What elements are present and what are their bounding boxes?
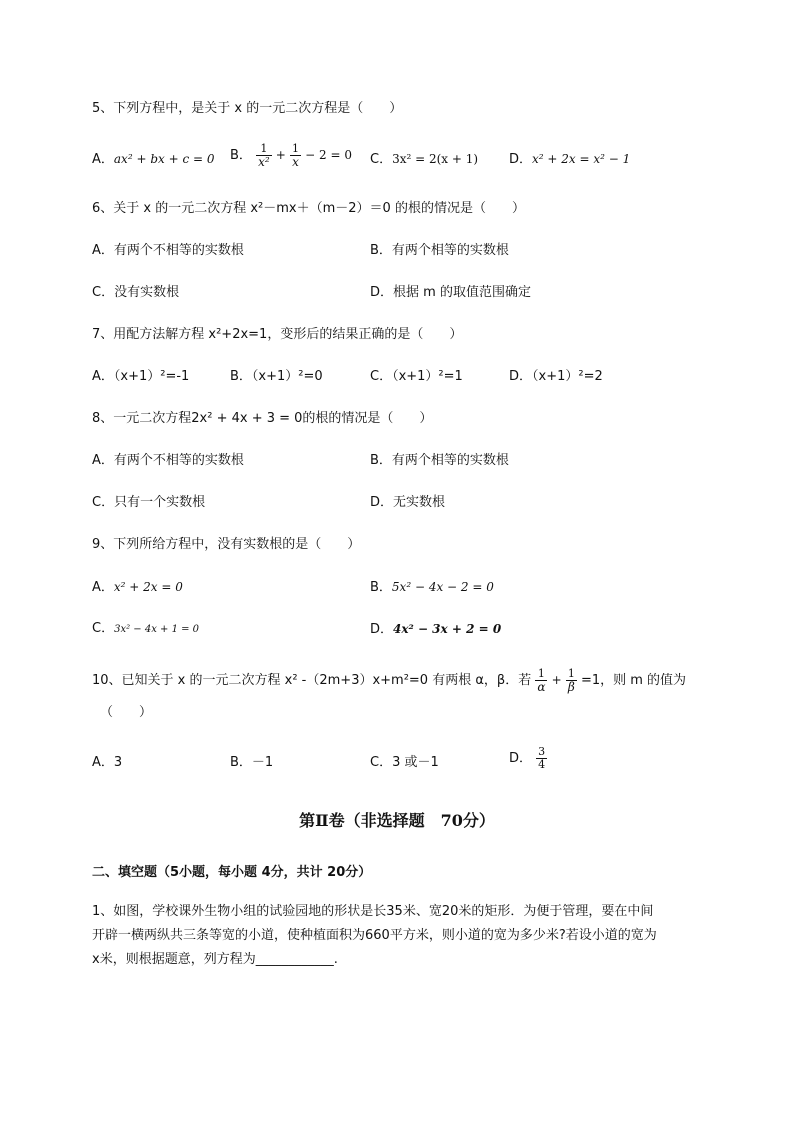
q6-stem: 6、关于 x 的一元二次方程 x²－mx＋（m－2）＝0 的根的情况是（ ） (92, 201, 525, 216)
q10-fraction-beta: $\frac{1}{\beta}$ (567, 667, 575, 694)
q5-option-c (370, 150, 478, 169)
part-two-title: 第Ⅱ卷（非选择题 70分） (299, 811, 495, 830)
q9-option-d (370, 620, 501, 639)
q9-option-b-expr: 5x² − 4x − 2 = 0 (391, 580, 494, 594)
q6-option-b: B．有两个相等的实数根 (370, 243, 509, 258)
q5-option-d-expr: x² + 2x = x² − 1 (532, 152, 631, 166)
q10-stem-pre: 10、已知关于 x 的一元二次方程 x² -（2m+3）x+m²=0 有两根 α，β．若 (92, 673, 532, 688)
q9-option-b (370, 578, 494, 597)
q7-option-a: A．（x+1）²=-1 (92, 369, 190, 384)
fill-in-q1-line-2: 开辟一横两纵共三条等宽的小道，使种植面积为660平方米，则小道的宽为多少米?若设小道的宽为 (92, 928, 657, 943)
q8-option-d: D．无实数根 (370, 495, 446, 510)
q10-option-a: A．3 (92, 755, 123, 770)
q5-option-b-plus: + (275, 148, 286, 162)
q6-option-a: A．有两个不相等的实数根 (92, 243, 244, 258)
q5-option-c-expr: 3x² = 2(x + 1) (392, 152, 479, 166)
q5-option-d-label: D． (509, 152, 533, 167)
q8-option-a: A．有两个不相等的实数根 (92, 453, 244, 468)
q5-option-c-label: C． (370, 152, 393, 167)
q7-option-d: D．（x+1）²=2 (509, 369, 603, 384)
q7-stem: 7、用配方法解方程 x²+2x=1，变形后的结果正确的是（ ） (92, 327, 463, 342)
q9-option-a (92, 578, 183, 597)
q9-option-c (92, 620, 199, 639)
q9-option-c-label: C． (92, 621, 115, 636)
q5-option-a (92, 150, 215, 169)
q10-option-d-fraction: $\frac{3}{4}$ (538, 745, 546, 771)
q6-option-d: D．根据 m 的取值范围确定 (370, 285, 531, 300)
q5-option-b-tail: − 2 = 0 (305, 148, 352, 162)
q5-option-a-expr: ax² + bx + c = 0 (113, 152, 215, 166)
fill-in-section-heading: 二、填空题（5小题，每小题 4分，共计 20分） (92, 865, 372, 880)
fill-in-question-1 (92, 900, 712, 972)
q10-fraction-alpha: $\frac{1}{\alpha}$ (537, 667, 546, 694)
q5-option-a-label: A． (92, 152, 114, 167)
q9-option-a-expr: x² + 2x = 0 (113, 580, 183, 594)
q8-option-c: C．只有一个实数根 (92, 495, 206, 510)
fill-in-q1-line-3: x米，则根据题意，列方程为____________. (92, 952, 338, 967)
q5-option-b-fraction-2: $\frac{1}{x}$ (291, 142, 299, 169)
q10-stem (92, 668, 686, 693)
q10-option-c: C．3 或－1 (370, 755, 439, 770)
q10-option-d (509, 746, 547, 771)
q9-option-d-label: D． (370, 622, 394, 637)
q8-stem: 8、一元二次方程2x² + 4x + 3 = 0的根的情况是（ ） (92, 411, 433, 426)
q9-option-a-label: A． (92, 580, 114, 595)
q10-option-b: B．－1 (230, 755, 274, 770)
q10-option-d-label: D． (509, 751, 533, 766)
q6-option-c: C．没有实数根 (92, 285, 180, 300)
q5-option-b-fraction-1: $\frac{1}{\text{x²}}$ (258, 142, 270, 169)
q9-stem: 9、下列所给方程中，没有实数根的是（ ） (92, 537, 361, 552)
q9-option-b-label: B． (370, 580, 392, 595)
q5-stem: 5、下列方程中，是关于 x 的一元二次方程是（ ） (92, 101, 403, 116)
q9-option-d-expr: 4x² − 3x + 2 = 0 (393, 622, 502, 636)
q5-option-b-label: B． (230, 148, 252, 163)
q9-option-c-expr: 3x² − 4x + 1 = 0 (114, 624, 200, 635)
q10-answer-paren: （ ） (100, 705, 153, 720)
q7-option-c: C．（x+1）²=1 (370, 369, 463, 384)
q8-option-b: B．有两个相等的实数根 (370, 453, 509, 468)
q7-option-b: B．（x+1）²=0 (230, 369, 323, 384)
q10-stem-post: =1，则 m 的值为 (580, 673, 687, 688)
q5-option-b (230, 143, 352, 168)
fill-in-q1-line-1: 1、如图，学校课外生物小组的试验园地的形状是长35米、宽20米的矩形．为便于管理，要在中间 (92, 904, 654, 919)
q10-plus: + (551, 673, 562, 687)
q5-option-d (509, 150, 630, 169)
